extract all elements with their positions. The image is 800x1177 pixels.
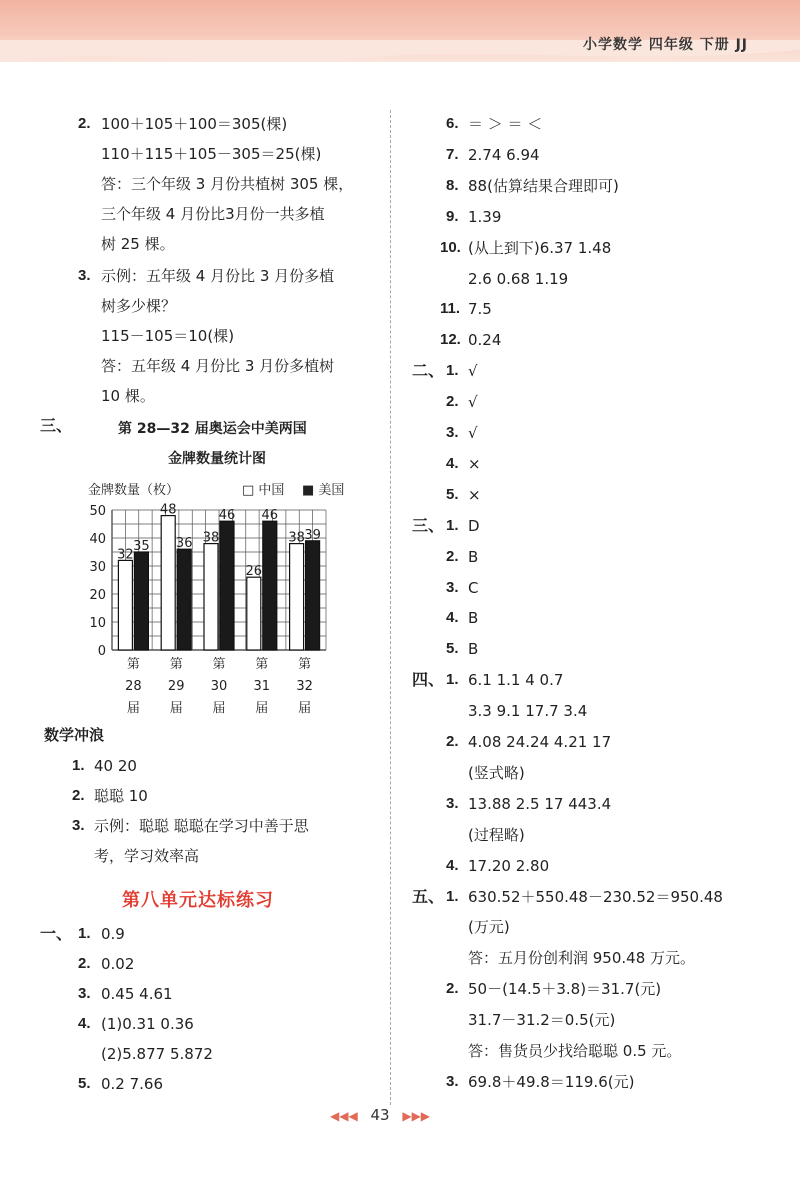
bar-value-label: 38 [202, 530, 220, 546]
page-number: 43 [370, 1106, 390, 1124]
answer-line: 答：五月份创利润 950.48 万元。 [468, 949, 696, 967]
y-tick-labels [89, 504, 106, 659]
y-tick-label: 40 [89, 532, 106, 547]
answer-line: B [468, 548, 479, 566]
question-number: 6. [446, 115, 459, 132]
answer-line: 答：三个年级 3 月份共植树 305 棵， [101, 175, 354, 193]
answer-line: 树多少棵？ [101, 297, 177, 315]
answer-line: 50－(14.5＋3.8)＝31.7(元) [468, 980, 662, 998]
x-tick-label: 届 [255, 701, 269, 716]
y-tick-label: 10 [89, 616, 106, 631]
answer-line: 0.02 [101, 955, 135, 973]
x-tick-label: 届 [126, 701, 140, 716]
answer-line: 88(估算结果合理即可) [468, 177, 619, 195]
question-number: 4. [446, 857, 459, 874]
legend-usa: ■ 美国 [302, 483, 345, 498]
answer-line: 13.88 2.5 17 443.4 [468, 795, 612, 813]
x-tick-labels [125, 657, 313, 716]
question-number: 3. [446, 1073, 459, 1090]
answer-line: (万元) [468, 918, 510, 936]
answer-line: (1)0.31 0.36 [101, 1015, 194, 1033]
question-number: 2. [78, 955, 91, 972]
bar-china [118, 560, 132, 650]
bar-value-label: 39 [304, 527, 321, 543]
x-tick-label: 31 [253, 679, 271, 694]
x-tick-label: 30 [210, 679, 228, 694]
bar-usa [263, 521, 277, 650]
medal-bar-chart [80, 476, 380, 726]
y-tick-label: 20 [89, 588, 106, 603]
math-surf-title: 数学冲浪 [44, 726, 105, 744]
section-label: 一、 [40, 924, 73, 943]
answer-line: 7.5 [468, 300, 492, 318]
question-number: 1. [446, 888, 459, 905]
x-tick-label: 第 [255, 657, 269, 672]
x-tick-label: 28 [125, 679, 142, 694]
question-number: 3. [78, 267, 91, 284]
answer-line: √ [468, 393, 478, 411]
header-title: 小学数学 四年级 下册 JJ [582, 37, 748, 53]
answer-line: 115－105＝10(棵) [101, 327, 235, 345]
answer-line: √ [468, 424, 478, 442]
answer-line: 40 20 [94, 757, 137, 775]
answer-line: B [468, 640, 479, 658]
answer-line: 聪聪 10 [94, 787, 148, 805]
question-number: 3. [72, 817, 85, 834]
answer-line: 6.1 1.1 4 0.7 [468, 671, 564, 689]
question-number: 5. [446, 486, 459, 503]
question-number: 3. [446, 424, 459, 441]
chart-title-line-1: 第 28—32 届奥运会中美两国 [118, 421, 307, 437]
y-tick-label: 30 [89, 560, 106, 575]
answer-line: 100＋105＋100＝305(棵) [101, 115, 288, 133]
answer-line: (过程略) [468, 826, 525, 844]
x-tick-label: 第 [126, 657, 140, 672]
answer-line: 0.45 4.61 [101, 985, 173, 1003]
question-number: 4. [446, 609, 459, 626]
answer-line: 2.74 6.94 [468, 146, 540, 164]
question-number: 2. [446, 548, 459, 565]
x-tick-label: 第 [298, 657, 312, 672]
bar-value-label: 48 [159, 502, 177, 518]
next-arrows-icon: ▶▶▶ [402, 1109, 431, 1123]
bar-usa [306, 541, 320, 650]
legend-china: □ 中国 [242, 483, 285, 498]
answer-line: B [468, 609, 479, 627]
bar-value-label: 38 [288, 530, 305, 546]
x-tick-label: 第 [169, 657, 183, 672]
answer-line: × [468, 486, 481, 504]
answer-line: 17.20 2.80 [468, 857, 550, 875]
answer-line: 4.08 24.24 4.21 17 [468, 733, 612, 751]
x-tick-label: 届 [298, 701, 312, 716]
answer-line: 三个年级 4 月份比3月份一共多植 [101, 205, 325, 223]
question-number: 2. [446, 733, 459, 750]
x-tick-label: 届 [169, 701, 183, 716]
question-number: 2. [446, 980, 459, 997]
question-number: 4. [446, 455, 459, 472]
question-number: 3. [78, 985, 91, 1002]
answer-line: (从上到下)6.37 1.48 [468, 239, 612, 257]
answer-line: (竖式略) [468, 764, 525, 782]
answer-line: 0.9 [101, 925, 125, 943]
bar-china [247, 577, 261, 650]
x-tick-label: 29 [167, 679, 185, 694]
question-number: 3. [446, 579, 459, 596]
section-label: 三、 [40, 416, 73, 435]
answer-line: 630.52＋550.48－230.52＝950.48 [468, 888, 723, 906]
question-number: 2. [72, 787, 85, 804]
answer-line: (2)5.877 5.872 [101, 1045, 213, 1063]
y-tick-label: 50 [89, 504, 106, 519]
question-number: 11. [440, 300, 461, 317]
bar-value-label: 32 [117, 547, 134, 563]
question-number: 1. [446, 362, 459, 379]
bar-china [290, 544, 304, 650]
answer-line: 考，学习效率高 [94, 847, 200, 865]
section-label: 五、 [412, 887, 445, 906]
answer-line: 0.24 [468, 331, 502, 349]
bar-china [204, 544, 218, 650]
question-number: 1. [446, 517, 459, 534]
x-tick-label: 32 [296, 679, 313, 694]
question-number: 9. [446, 208, 459, 225]
answer-line: D [468, 517, 480, 535]
prev-arrows-icon: ◀◀◀ [330, 1109, 358, 1123]
bar-usa [134, 552, 148, 650]
question-number: 4. [78, 1015, 91, 1032]
answer-line: 答：五年级 4 月份比 3 月份多植树 [101, 357, 335, 375]
y-tick-label: 0 [97, 644, 106, 659]
question-number: 1. [78, 925, 91, 942]
bar-value-label: 36 [175, 536, 193, 552]
question-number: 5. [446, 640, 459, 657]
section-label: 二、 [412, 361, 445, 380]
answer-line: 示例：五年级 4 月份比 3 月份多植 [101, 267, 335, 285]
question-number: 8. [446, 177, 459, 194]
question-number: 1. [446, 671, 459, 688]
answer-line: 69.8＋49.8＝119.6(元) [468, 1073, 635, 1091]
bar-value-label: 46 [261, 508, 279, 524]
answer-line: 110＋115＋105－305＝25(棵) [101, 145, 322, 163]
x-tick-label: 届 [212, 701, 226, 716]
question-number: 1. [72, 757, 85, 774]
column-divider [390, 110, 391, 1105]
x-tick-label: 第 [212, 657, 226, 672]
answer-line: 10 棵。 [101, 387, 155, 405]
question-number: 12. [440, 331, 461, 348]
answer-line: 示例：聪聪 聪聪在学习中善于思 [94, 817, 309, 835]
y-axis-label: 金牌数量（枚） [88, 483, 180, 498]
chart-title-line-2: 金牌数量统计图 [168, 451, 266, 467]
question-number: 2. [78, 115, 91, 132]
question-number: 3. [446, 795, 459, 812]
bar-value-label: 46 [218, 508, 236, 524]
bar-china [161, 516, 175, 650]
answer-line: 0.2 7.66 [101, 1075, 164, 1093]
unit-8-title: 第八单元达标练习 [122, 890, 274, 911]
answer-line: √ [468, 362, 478, 380]
section-label: 四、 [412, 670, 445, 689]
answer-line: 答：售货员少找给聪聪 0.5 元。 [468, 1042, 682, 1060]
answer-line: ＝ ＞ ＝ ＜ [468, 115, 543, 133]
bar-usa [177, 549, 191, 650]
answer-line: × [468, 455, 481, 473]
answer-line: 2.6 0.68 1.19 [468, 270, 569, 288]
question-number: 2. [446, 393, 459, 410]
answer-line: 树 25 棵。 [101, 235, 175, 253]
answer-line: 31.7－31.2＝0.5(元) [468, 1011, 616, 1029]
answer-line: 3.3 9.1 17.7 3.4 [468, 702, 588, 720]
question-number: 5. [78, 1075, 91, 1092]
bar-value-label: 35 [133, 539, 150, 554]
bar-usa [220, 521, 234, 650]
section-label: 三、 [412, 516, 445, 535]
answer-line: C [468, 579, 479, 597]
question-number: 10. [440, 239, 461, 256]
question-number: 7. [446, 146, 459, 163]
answer-line: 1.39 [468, 208, 502, 226]
bar-value-label: 26 [245, 564, 263, 580]
page-footer [330, 1106, 430, 1124]
